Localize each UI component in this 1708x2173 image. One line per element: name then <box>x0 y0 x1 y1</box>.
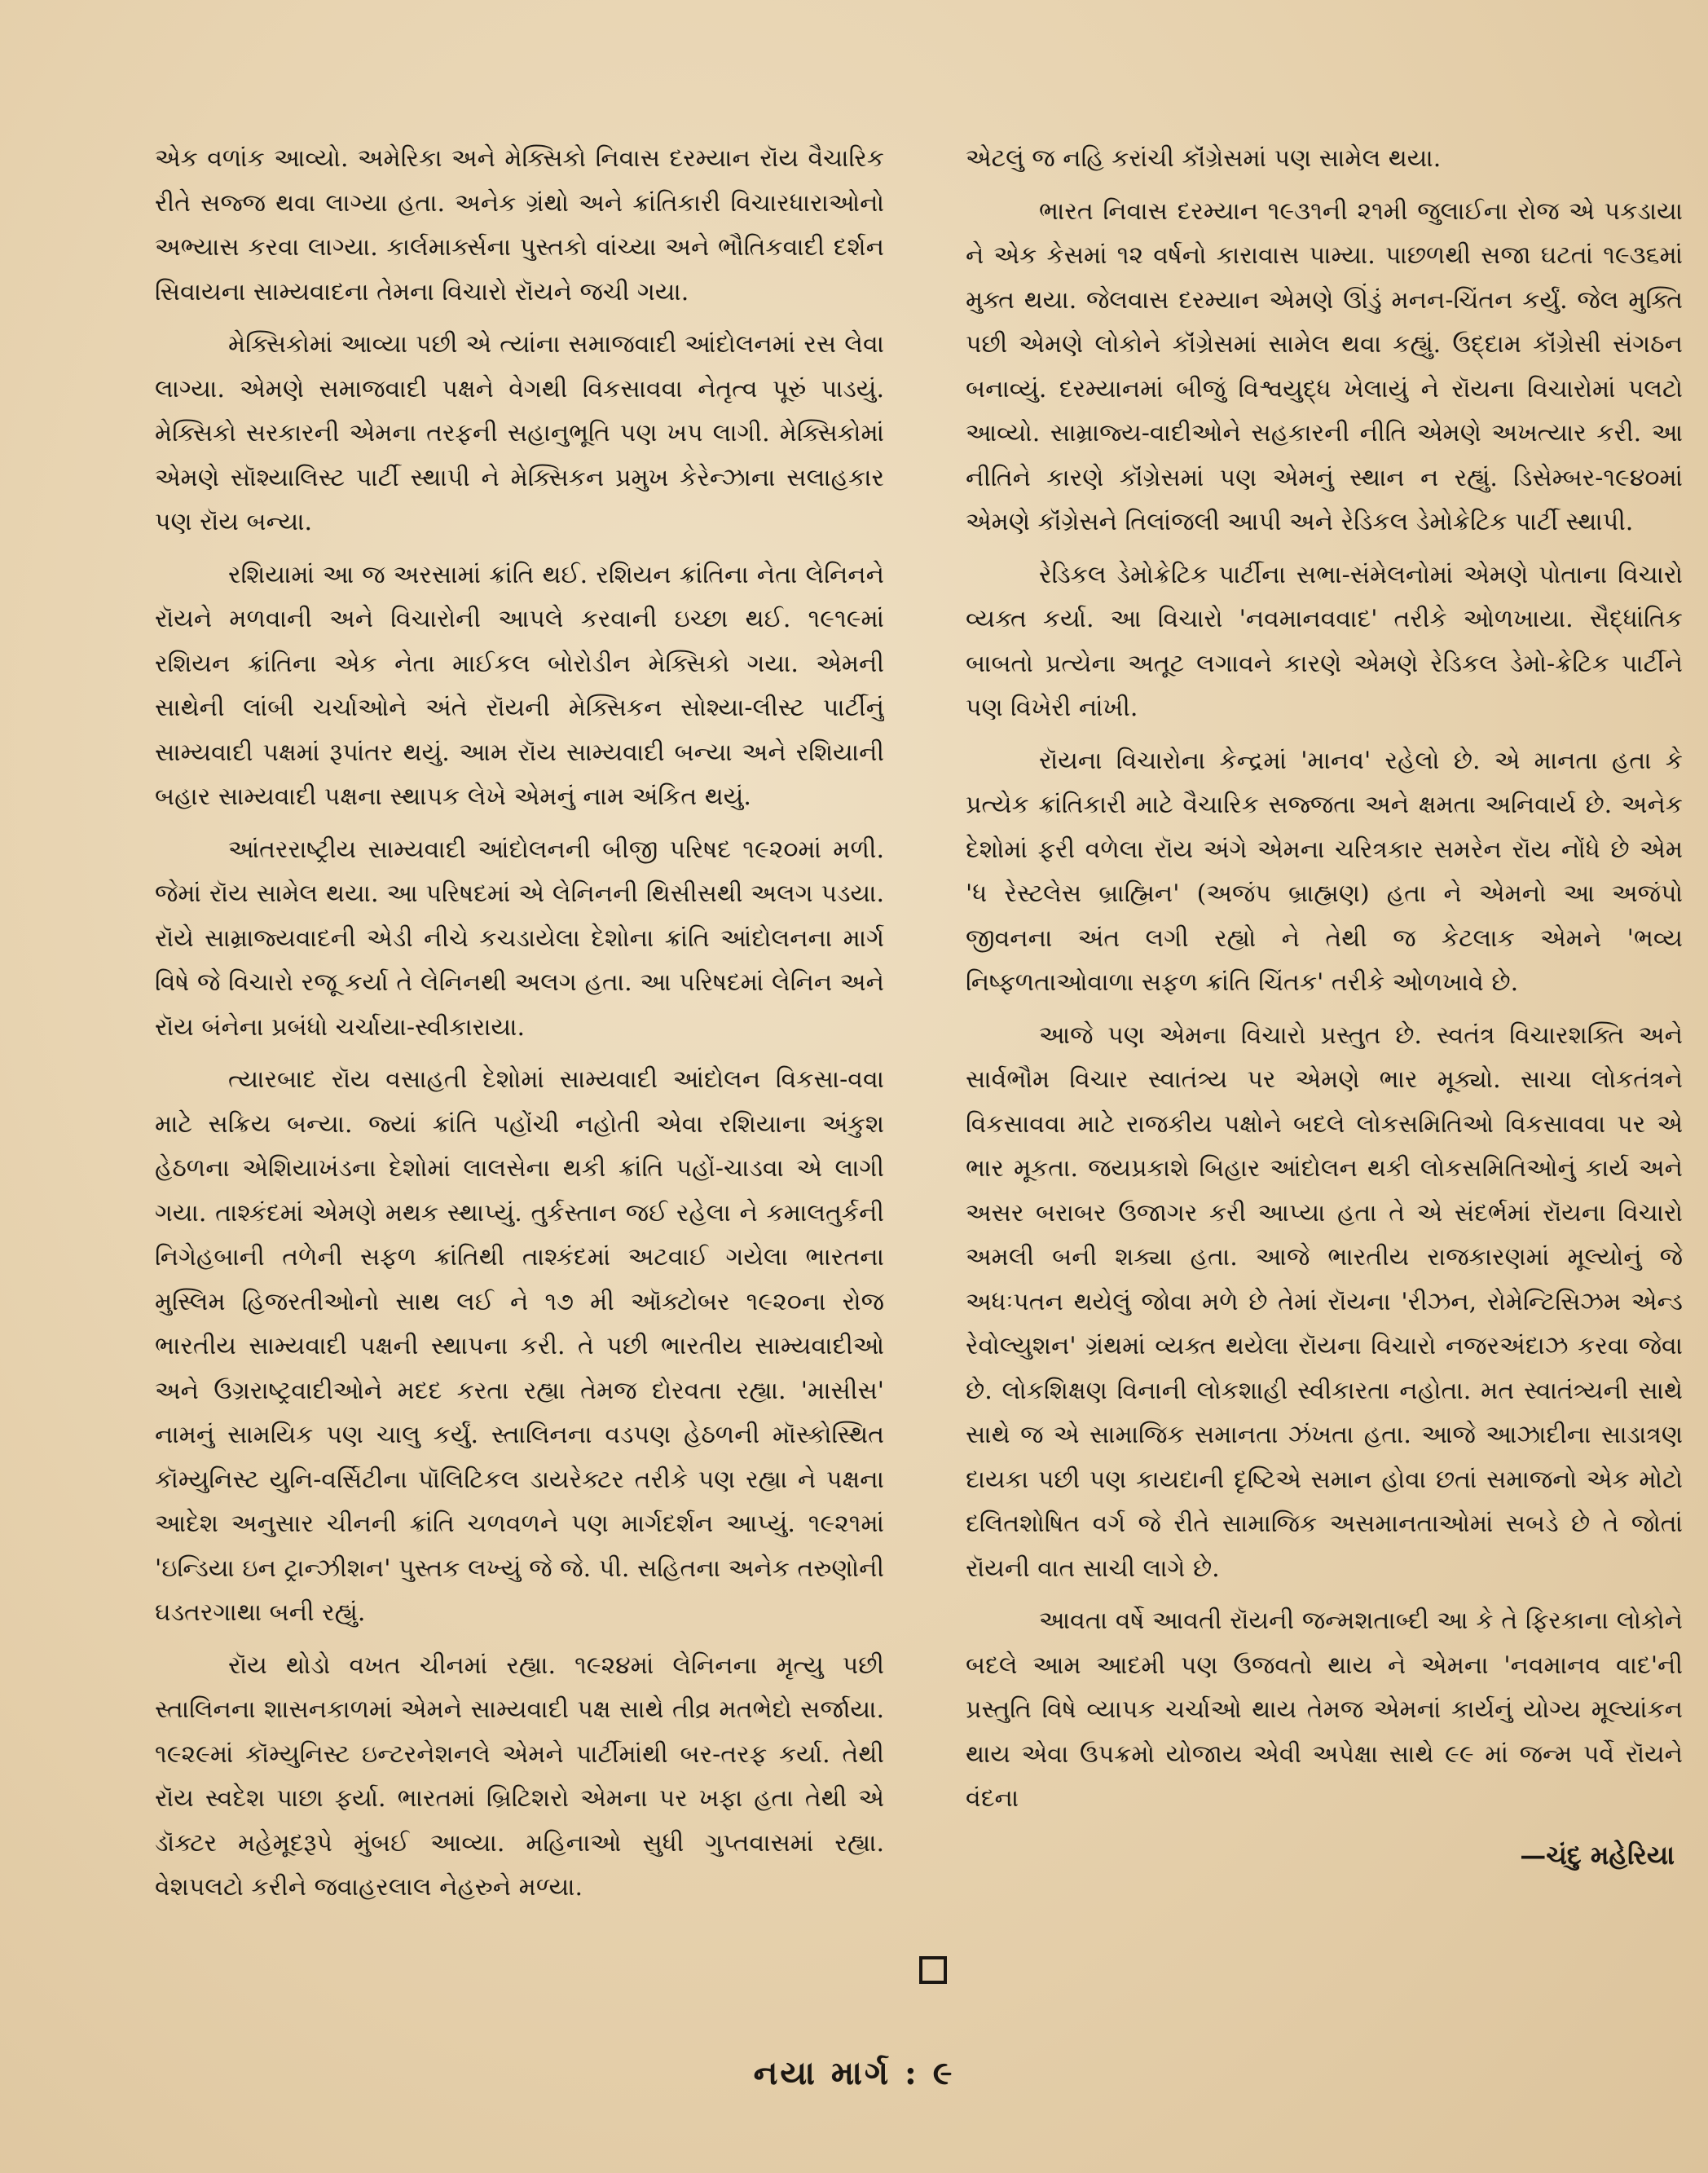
left-paragraph-5: ત્યારબાદ રૉય વસાહતી દેશોમાં સામ્યવાદી આંદોલન વિકસા-વવા માટે સક્રિય બન્યા. જ્યાં ક્રાંતિ પહોંચી નહોતી એવા રશિયાના અંકુશ હેઠળના એશિયાખંડના દેશોમાં લાલસેના થકી ક્રાંતિ પહોં-ચાડવા એ લાગી ગયા. તાશ્કંદમાં એમણે મથક સ્થાપ્યું. તુર્કસ્તાન જઈ રહેલા ને કમાલતુર્કની નિગેહબાની તળેની સફળ ક્રાંતિથી તાશ્કંદમાં અટવાઈ ગયેલા ભારતના મુસ્લિમ હિજરતીઓનો સાથ લઈ ને ૧૭ મી ઑક્ટોબર ૧૯૨૦ના રોજ ભારતીય સામ્યવાદી પક્ષની સ્થાપના કરી. તે પછી ભારતીય સામ્યવાદીઓ અને ઉગ્રરાષ્ટ્રવાદીઓને મદદ કરતા રહ્યા તેમજ દોરવતા રહ્યા. 'માસીસ' નામનું સામયિક પણ ચાલુ કર્યું. સ્તાલિનના વડપણ હેઠળની મૉસ્કોસ્થિત કૉમ્યુનિસ્ટ યુનિ-વર્સિટીના પૉલિટિકલ ડાયરેક્ટર તરીકે પણ રહ્યા ને પક્ષના આદેશ અનુસાર ચીનની ક્રાંતિ ચળવળને પણ માર્ગદર્શન આપ્યું. ૧૯૨૧માં 'ઇન્ડિયા ઇન ટ્રાન્ઝીશન' પુસ્તક લખ્યું જે જે. પી. સહિતના અનેક તરુણોની ઘડતરગાથા બની રહ્યું. <box>155 1065 884 1627</box>
left-column <box>155 137 884 1955</box>
left-paragraph-1: એક વળાંક આવ્યો. અમેરિકા અને મેક્સિકો નિવાસ દરમ્યાન રૉય વૈચારિક રીતે સજ્જ થવા લાગ્યા હતા. અનેક ગ્રંથો અને ક્રાંતિકારી વિચારધારાઓનો અભ્યાસ કરવા લાગ્યા. કાર્લમાર્ક્સના પુસ્તકો વાંચ્યા અને ભૌતિકવાદી દર્શન સિવાયના સામ્યવાદના તેમના વિચારો રૉયને જચી ગયા. <box>155 144 884 306</box>
right-paragraph-4: રૉયના વિચારોના કેન્દ્રમાં 'માનવ' રહેલો છે. એ માનતા હતા કે પ્રત્યેક ક્રાંતિકારી માટે વૈચારિક સજ્જતા અને ક્ષમતા અનિવાર્ય છે. અનેક દેશોમાં ફરી વળેલા રૉય અંગે એમના ચરિત્રકાર સમરેન રૉય નોંધે છે એમ 'ધ રેસ્ટલેસ બ્રાહ્મિન' (અજંપ બ્રાહ્મણ) હતા ને એમનો આ અજંપો જીવનના અંત લગી રહ્યો ને તેથી જ કેટલાક એમને 'ભવ્ય નિષ્ફળતાઓવાળા સફળ ક્રાંતિ ચિંતક' તરીકે ઓળખાવે છે. <box>966 746 1683 997</box>
right-column <box>966 137 1683 1955</box>
left-paragraph-6: રૉય થોડો વખત ચીનમાં રહ્યા. ૧૯૨૪માં લેનિનના મૃત્યુ પછી સ્તાલિનના શાસનકાળમાં એમને સામ્યવાદી પક્ષ સાથે તીવ્ર મતભેદો સર્જાયા. ૧૯૨૯માં કૉમ્યુનિસ્ટ ઇન્ટરનેશનલે એમને પાર્ટીમાંથી બર-તરફ કર્યા. તેથી રૉય સ્વદેશ પાછા ફર્યા. ભારતમાં બ્રિટિશરો એમના પર ખફા હતા તેથી એ ડૉક્ટર મહેમૂદરૂપે મુંબઈ આવ્યા. મહિનાઓ સુધી ગુપ્તવાસમાં રહ્યા. વેશપલટો કરીને જવાહરલાલ નેહરુને મળ્યા. <box>155 1651 884 1902</box>
left-paragraph-4: આંતરરાષ્ટ્રીય સામ્યવાદી આંદોલનની બીજી પરિષદ ૧૯૨૦માં મળી. જેમાં રૉય સામેલ થયા. આ પરિષદમાં એ લેનિનની થિસીસથી અલગ પડયા. રૉયે સામ્રાજ્યવાદની એડી નીચે કચડાયેલા દેશોના ક્રાંતિ આંદોલનના માર્ગ વિષે જે વિચારો રજૂ કર્યા તે લેનિનથી અલગ હતા. આ પરિષદમાં લેનિન અને રૉય બંનેના પ્રબંધો ચર્ચાયા-સ્વીકારાયા. <box>155 835 884 1042</box>
left-paragraph-3: રશિયામાં આ જ અરસામાં ક્રાંતિ થઈ. રશિયન ક્રાંતિના નેતા લેનિનને રૉયને મળવાની અને વિચારોની આપલે કરવાની ઇચ્છા થઈ. ૧૯૧૯માં રશિયન ક્રાંતિના એક નેતા માઈકલ બોરોડીન મેક્સિકો ગયા. એમની સાથેની લાંબી ચર્ચાઓને અંતે રૉયની મેક્સિકન સોશ્યા-લીસ્ટ પાર્ટીનું સામ્યવાદી પક્ષમાં રૂપાંતર થયું. આમ રૉય સામ્યવાદી બન્યા અને રશિયાની બહાર સામ્યવાદી પક્ષના સ્થાપક લેખે એમનું નામ અંકિત થયું. <box>155 560 884 811</box>
right-paragraph-1: એટલું જ નહિ કરાંચી કૉંગ્રેસમાં પણ સામેલ થયા. <box>966 144 1442 173</box>
page-footer: નયા માર્ગ : ૯ <box>753 2054 955 2092</box>
author-signature: —ચંદુ મહેરિયા <box>1520 1839 1675 1871</box>
right-paragraph-5: આજે પણ એમના વિચારો પ્રસ્તુત છે. સ્વતંત્ર વિચારશક્તિ અને સાર્વભૌમ વિચાર સ્વાતંત્ર્ય પર એમણે ભાર મૂક્યો. સાચા લોકતંત્રને વિકસાવવા માટે રાજકીય પક્ષોને બદલે લોકસમિતિઓ વિકસાવવા પર એ ભાર મૂકતા. જયપ્રકાશે બિહાર આંદોલન થકી લોકસમિતિઓનું કાર્ય અને અસર બરાબર ઉજાગર કરી આપ્યા હતા તે એ સંદર્ભમાં રૉયના વિચારો અમલી બની શક્યા હતા. આજે ભારતીય રાજકારણમાં મૂલ્યોનું જે અધઃપતન થયેલું જોવા મળે છે તેમાં રૉયના 'રીઝન, રોમેન્ટિસિઝમ એન્ડ રેવોલ્યુશન' ગ્રંથમાં વ્યક્ત થયેલા રૉયના વિચારો નજરઅંદાઝ કરવા જેવા છે. લોકશિક્ષણ વિનાની લોકશાહી સ્વીકારતા નહોતા. મત સ્વાતંત્ર્યની સાથે સાથે જ એ સામાજિક સમાનતા ઝંખતા હતા. આજે આઝાદીના સાડાત્રણ દાયકા પછી પણ કાયદાની દૃષ્ટિએ સમાન હોવા છતાં સમાજનો એક મોટો દલિતશોષિત વર્ગ જે રીતે સામાજિક અસમાનતાઓમાં સબડે છે તે જોતાં રૉયની વાત સાચી લાગે છે. <box>966 1020 1683 1583</box>
right-paragraph-6: આવતા વર્ષે આવતી રૉયની જન્મશતાબ્દી આ કે તે ફિરકાના લોકોને બદલે આમ આદમી પણ ઉજવતો થાય ને એમના 'નવમાનવ વાદ'ની પ્રસ્તુતિ વિષે વ્યાપક ચર્ચાઓ થાય તેમજ એમનાં કાર્યનું યોગ્ય મૂલ્યાંકન થાય એવા ઉપક્રમો યોજાય એવી અપેક્ષા સાથે ૯૯ માં જન્મ પર્વે રૉયને વંદના <box>966 1607 1683 1813</box>
right-paragraph-2: ભારત નિવાસ દરમ્યાન ૧૯૩૧ની ૨૧મી જુલાઈના રોજ એ પકડાયા ને એક કેસમાં ૧૨ વર્ષનો કારાવાસ પામ્યા. પાછળથી સજા ઘટતાં ૧૯૩૬માં મુક્ત થયા. જેલવાસ દરમ્યાન એમણે ઊંડું મનન-ચિંતન કર્યું. જેલ મુક્તિ પછી એમણે લોકોને કૉંગ્રેસમાં સામેલ થવા કહ્યું. ઉદ્દામ કૉંગ્રેસી સંગઠન બનાવ્યું. દરમ્યાનમાં બીજું વિશ્વયુદ્ધ ખેલાયું ને રૉયના વિચારોમાં પલટો આવ્યો. સામ્રાજ્ય-વાદીઓને સહકારની નીતિ એમણે અખત્યાર કરી. આ નીતિને કારણે કૉંગ્રેસમાં પણ એમનું સ્થાન ન રહ્યું. ડિસેમ્બર-૧૯૪૦માં એમણે કૉંગ્રેસને તિલાંજલી આપી અને રેડિકલ ડેમોક્રેટિક પાર્ટી સ્થાપી. <box>966 196 1683 536</box>
right-paragraph-3: રેડિકલ ડેમોક્રેટિક પાર્ટીના સભા-સંમેલનોમાં એમણે પોતાના વિચારો વ્યક્ત કર્યા. આ વિચારો 'નવમાનવવાદ' તરીકે ઓળખાયા. સૈદ્ધાંતિક બાબતો પ્રત્યેના અતૂટ લગાવને કારણે એમણે રેડિકલ ડેમો-ક્રેટિક પાર્ટીને પણ વિખેરી નાંખી. <box>966 560 1683 722</box>
end-of-article-square-icon <box>919 1956 947 1984</box>
left-paragraph-2: મેક્સિકોમાં આવ્યા પછી એ ત્યાંના સમાજવાદી આંદોલનમાં રસ લેવા લાગ્યા. એમણે સમાજવાદી પક્ષને વેગથી વિકસાવવા નેતૃત્વ પૂરું પાડયું. મેક્સિકો સરકારની એમના તરફની સહાનુભૂતિ પણ ખપ લાગી. મેક્સિકોમાં એમણે સૉશ્યાલિસ્ટ પાર્ટી સ્થાપી ને મેક્સિકન પ્રમુખ કેરેન્ઝાના સલાહકાર પણ રૉય બન્યા. <box>155 330 884 536</box>
